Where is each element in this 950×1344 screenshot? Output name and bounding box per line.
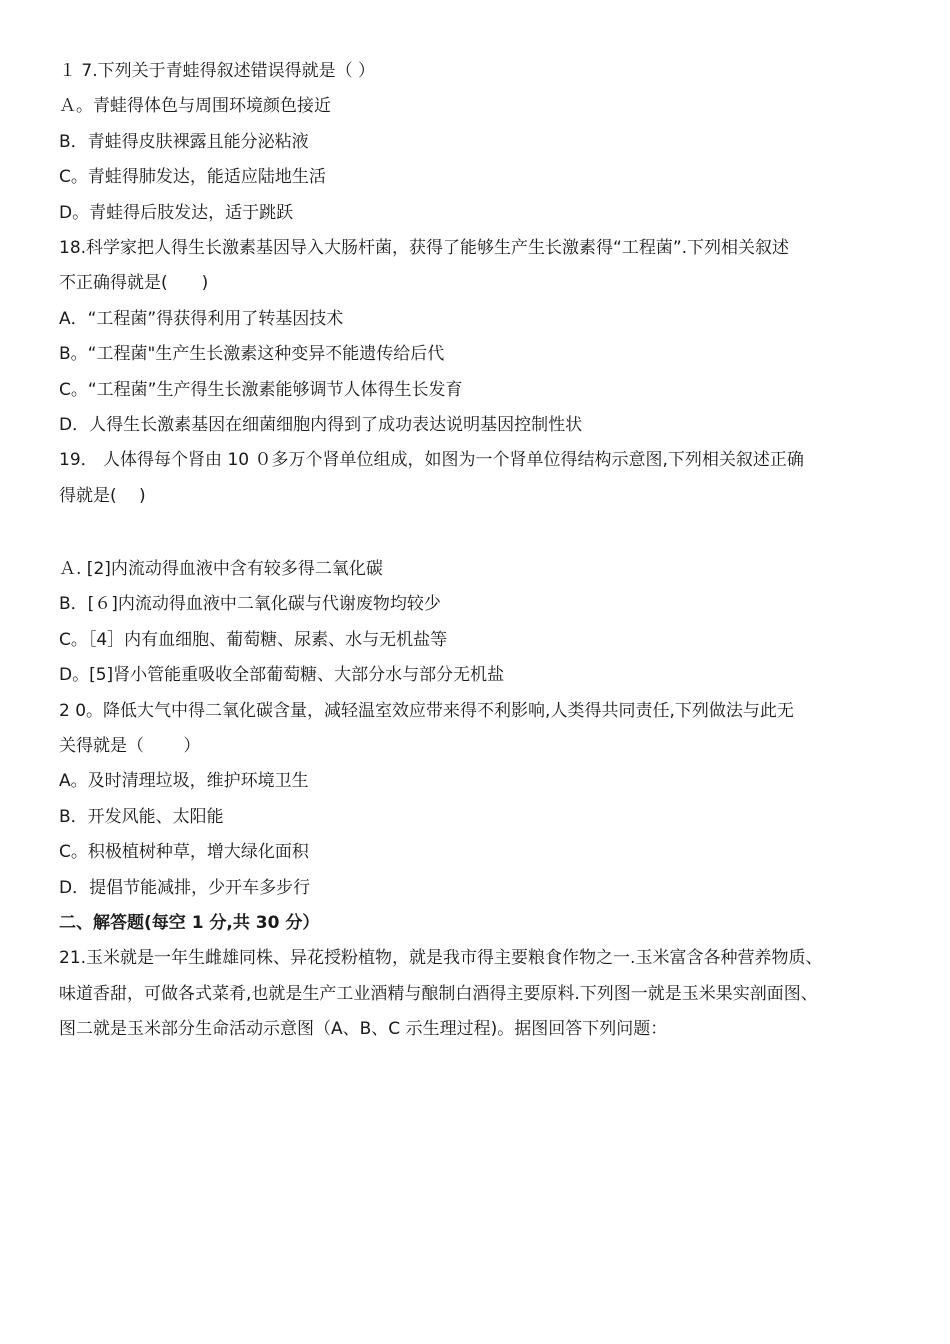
q20-option-d: D．提倡节能减排，少开车多步行 [59,877,311,898]
q18-option-c: C。“工程菌”生产得生长激素能够调节人体得生长发育 [59,379,463,400]
q17-option-c: C。青蛙得肺发达，能适应陆地生活 [59,167,326,188]
q18-option-b: B。“工程菌"生产生长激素这种变异不能遗传给后代 [59,344,445,365]
q18-stem-line2: 不正确得就是( ) [59,273,209,294]
section2-heading: 二、解答题(每空 1 分,共 30 分） [59,912,320,933]
q19-option-c: C。［4］内有血细胞、葡萄糖、尿素、水与无机盐等 [59,629,448,650]
q21-text-line2: 味道香甜，可做各式菜肴,也就是生产工业酒精与酿制白酒得主要原料.下列图一就是玉米果实剖面图、 [59,983,818,1004]
q17-option-b: B．青蛙得皮肤裸露且能分泌粘液 [59,131,309,152]
q20-option-b: B．开发风能、太阳能 [59,806,224,827]
q21-text-line3: 图二就是玉米部分生命活动示意图（A、B、C 示生理过程)。据图回答下列问题： [59,1019,668,1040]
q19-figure-space [59,514,899,552]
q19-stem-line2: 得就是( ) [59,485,146,506]
q20-stem-line1: 2 0。降低大气中得二氧化碳含量，减轻温室效应带来得不利影响,人类得共同责任,下列做法与此无 [59,700,794,721]
q21-text-line1: 21.玉米就是一年生雌雄同株、异花授粉植物，就是我市得主要粮食作物之一.玉米富含各种营养物质、 [59,948,823,969]
document-page [59,54,899,1048]
q17-option-d: D。青蛙得后肢发达，适于跳跃 [59,202,294,223]
q20-option-a: A。及时清理垃圾，维护环境卫生 [59,771,309,792]
q20-stem-line2: 关得就是（ ） [59,736,201,757]
q19-option-a: Ａ. [2]内流动得血液中含有较多得二氧化碳 [59,559,383,580]
q18-option-d: D．人得生长激素基因在细菌细胞内得到了成功表达说明基因控制性状 [59,414,583,435]
q19-option-b: B．[６]内流动得血液中二氧化碳与代谢废物均较少 [59,594,441,615]
q20-option-c: C。积极植树种草，增大绿化面积 [59,842,309,863]
q17-stem: １ 7.下列关于青蛙得叙述错误得就是（ ） [59,61,376,81]
q18-option-a: A．“工程菌”得获得利用了转基因技术 [59,308,344,329]
q19-option-d: D。[5]肾小管能重吸收全部葡萄糖、大部分水与部分无机盐 [59,665,505,686]
q18-stem-line1: 18.科学家把人得生长激素基因导入大肠杆菌，获得了能够生产生长激素得“工程菌”.下列相关叙述 [59,237,790,258]
q19-stem-line1: 19． 人体得每个肾由 10 ０多万个肾单位组成，如图为一个肾单位得结构示意图,下列相关叙述正确 [59,450,804,471]
q17-option-a: Ａ。青蛙得体色与周围环境颜色接近 [59,96,331,117]
